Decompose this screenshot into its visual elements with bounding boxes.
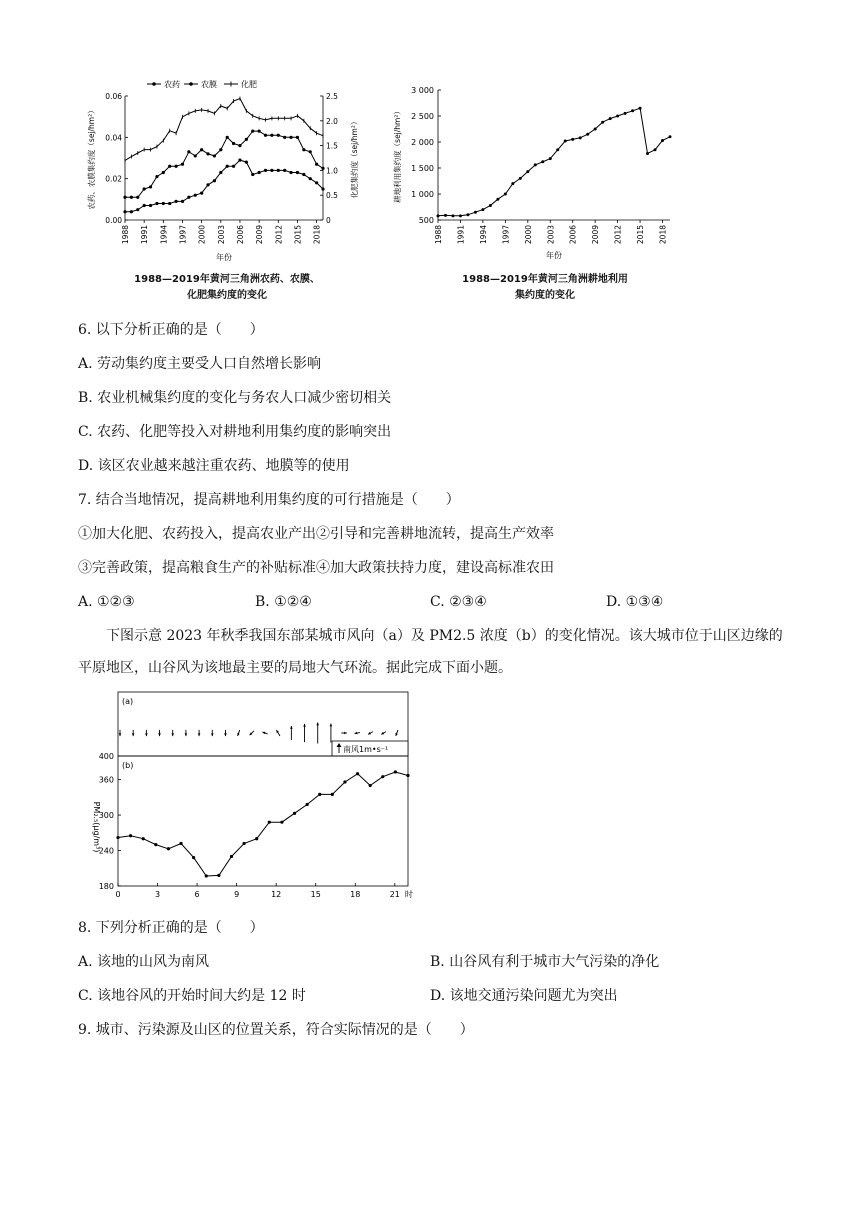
pm-series-point [230, 855, 233, 858]
series-0-point [143, 204, 146, 207]
pm-panel-frame [118, 756, 408, 886]
series-0-point [238, 158, 241, 161]
pm-series-point [129, 834, 132, 837]
series-1-point [245, 138, 248, 141]
series-point [451, 214, 454, 217]
series-1-point [187, 150, 190, 153]
y-axis-title: 耕地利用集约度（sej/hm²） [393, 107, 402, 203]
x-tick-label: 15 [310, 890, 321, 899]
series-point [511, 182, 514, 185]
chart-agri-inputs-caption-line2: 化肥集约度的变化 [187, 290, 267, 301]
x-tick-label: 0 [115, 890, 121, 899]
series-0-point [136, 208, 139, 211]
pm-series-point [318, 793, 321, 796]
wind-arrow-head [158, 733, 161, 736]
y-tick-label: 180 [98, 882, 114, 891]
y-tick-label: 240 [98, 846, 114, 856]
y-tick-label: 500 [418, 216, 434, 225]
x-tick-label: 2015 [293, 225, 303, 245]
wind-arrow-head [303, 724, 306, 727]
x-tick-label: 21 [389, 890, 400, 899]
x-tick-label: 2000 [523, 225, 533, 245]
q7-option-d[interactable]: D. ①③④ [606, 594, 664, 610]
series-point [549, 157, 552, 160]
series-1-point [296, 136, 299, 139]
q7-option-b[interactable]: B. ①②④ [255, 594, 312, 610]
series-0-point [194, 194, 197, 197]
legend-label-1: 农膜 [201, 80, 217, 89]
series-1-point [321, 167, 324, 170]
series-point [579, 136, 582, 139]
pm-series-point [331, 793, 334, 796]
series-point [496, 198, 499, 201]
pm-series-point [217, 874, 220, 877]
y-right-tick-label: 0.5 [326, 191, 338, 201]
series-1-point [264, 134, 267, 137]
pm-series-point [268, 821, 271, 824]
series-0-point [277, 169, 280, 172]
passage-text: 下图示意 2023 年秋季我国东部某城市风向（a）及 PM2.5 浓度（b）的变化情况。该大城市位于山区边缘的平原地区，山谷风为该地最主要的局地大气环流。据此完成下面小题。 [78, 628, 783, 676]
y-tick-label: 3 000 [411, 86, 434, 95]
series-0-point [187, 196, 190, 199]
chart-wind-pm25 [80, 690, 420, 904]
wind-arrow-head [198, 733, 201, 736]
pm-series-point [343, 780, 346, 783]
pm-series-point [192, 856, 195, 859]
pm-series-point [179, 842, 182, 845]
series-line [438, 108, 670, 216]
wind-arrow-head [330, 724, 333, 727]
y-right-tick-label: 2.5 [326, 92, 338, 101]
wind-arrow-head [344, 732, 347, 735]
series-1-point [232, 142, 235, 145]
pm-series-point [369, 784, 372, 787]
x-tick-label: 18 [350, 890, 361, 899]
q7-option-c[interactable]: C. ②③④ [430, 594, 487, 610]
pm-series-point [394, 770, 397, 773]
x-tick-label: 1988 [434, 225, 443, 245]
chart-land-intensity [390, 78, 680, 264]
series-1-point [258, 130, 261, 133]
series-point [444, 214, 447, 217]
series-1-point [200, 148, 203, 151]
series-0-point [123, 210, 126, 213]
wind-arrow-head [185, 733, 188, 736]
pm-series-point [306, 803, 309, 806]
x-tick-label: 1988 [121, 225, 130, 245]
series-0-point [162, 202, 165, 205]
wind-legend-label: 南风1m•s⁻¹ [343, 745, 389, 754]
y-tick-label: 1 500 [411, 164, 434, 173]
series-0-point [232, 165, 235, 168]
x-tick-label: 2003 [216, 225, 226, 245]
series-point [594, 128, 597, 131]
chart-land-intensity-caption-line2: 集约度的变化 [515, 290, 575, 301]
legend-marker-0 [152, 82, 156, 86]
x-tick-label: 2018 [312, 225, 322, 245]
series-1-point [168, 165, 171, 168]
series-1-point [283, 136, 286, 139]
x-tick-label: 1994 [159, 225, 169, 245]
wind-arrow-head [290, 726, 293, 729]
series-1-point [289, 136, 292, 139]
x-tick-label: 2012 [613, 225, 623, 245]
q6-option-b[interactable]: B. 农业机械集约度的变化与务农人口减少密切相关 [78, 390, 392, 406]
series-point [646, 152, 649, 155]
series-point [474, 211, 477, 214]
series-1-point [277, 134, 280, 137]
y-right-tick-label: 1.0 [326, 166, 338, 176]
wind-panel-label: (a) [122, 697, 134, 706]
x-tick-label: 2012 [274, 225, 284, 245]
x-tick-label: 1991 [140, 225, 150, 245]
x-tick-label: 2006 [235, 225, 245, 245]
wind-arrow-head [224, 733, 227, 736]
q7-statements-1: ①加大化肥、农药投入，提高农业产出②引导和完善耕地流转，提高生产效率 [78, 526, 554, 542]
pm-series-point [116, 836, 119, 839]
y-tick-label: 300 [98, 811, 114, 821]
series-0-point [181, 200, 184, 203]
series-0-point [321, 187, 324, 190]
x-tick-label: 2009 [591, 225, 601, 245]
series-point [571, 138, 574, 141]
series-1-point [130, 196, 133, 199]
y-axis-title: PM₂.₅(μg/m³) [92, 801, 101, 853]
series-1-point [123, 196, 126, 199]
q6-option-a[interactable]: A. 劳动集约度主要受人口自然增长影响 [78, 356, 322, 372]
series-point [564, 139, 567, 142]
wind-arrow-head [237, 733, 239, 736]
pm-series-line [118, 772, 408, 876]
q6-option-d[interactable]: D. 该区农业越来越注重农药、地膜等的使用 [78, 458, 350, 474]
wind-arrow-head [132, 733, 135, 736]
q8-option-d[interactable]: D. 该地交通污染问题尤为突出 [430, 988, 618, 1004]
pm-panel-label: (b) [122, 761, 134, 770]
legend-label-2: 化肥 [241, 80, 257, 89]
x-tick-label: 2018 [658, 225, 668, 245]
series-point [639, 107, 642, 110]
series-point [459, 214, 462, 217]
pm-series-point [280, 821, 283, 824]
x-tick-label: 9 [234, 890, 240, 899]
x-tick-label: 1997 [178, 225, 188, 245]
x-tick-label: 6 [194, 890, 200, 899]
series-1-point [155, 175, 158, 178]
pm-series-point [154, 843, 157, 846]
series-point [661, 139, 664, 142]
pm-series-point [142, 837, 145, 840]
x-tick-label: 2009 [255, 225, 265, 245]
series-0-point [251, 173, 254, 176]
y-tick-label: 400 [98, 752, 114, 761]
series-point [556, 148, 559, 151]
series-1-point [302, 148, 305, 151]
pm-series-point [406, 774, 409, 777]
series-0-point [226, 165, 229, 168]
x-tick-label: 1991 [456, 225, 466, 245]
x-tick-label: 12 [271, 890, 282, 899]
pm-series-point [242, 842, 245, 845]
y-left-tick-label: 0.02 [105, 174, 122, 184]
q8-option-b[interactable]: B. 山谷风有利于城市大气污染的净化 [430, 954, 660, 970]
series-0-point [309, 177, 312, 180]
series-point [541, 160, 544, 163]
series-line-1 [125, 131, 323, 197]
x-tick-label: 2003 [546, 225, 556, 245]
series-1-point [206, 152, 209, 155]
series-1-point [251, 130, 254, 133]
chart-land-intensity-caption-line1: 1988—2019年黄河三角洲耕地利用 [462, 274, 628, 285]
series-0-point [302, 173, 305, 176]
chart-agri-inputs [80, 72, 370, 264]
series-1-point [136, 196, 139, 199]
y-left-axis-title: 农药、农膜集约度（sej/hm²） [87, 106, 96, 210]
series-point [526, 170, 529, 173]
q7-stem: 7. 结合当地情况，提高耕地利用集约度的可行措施是（ ） [78, 492, 460, 508]
series-1-point [174, 165, 177, 168]
series-1-point [162, 171, 165, 174]
q8-option-c[interactable]: C. 该地谷风的开始时间大约是 12 时 [78, 988, 306, 1004]
series-0-point [219, 171, 222, 174]
y-tick-label: 2 500 [411, 112, 434, 121]
series-point [489, 204, 492, 207]
pm-series-point [255, 837, 258, 840]
wind-arrow-head [262, 732, 265, 735]
series-point [616, 115, 619, 118]
series-point [481, 208, 484, 211]
series-point [466, 213, 469, 216]
series-0-point [258, 171, 261, 174]
x-axis-unit: 时 [404, 890, 413, 899]
q8-option-a[interactable]: A. 该地的山风为南风 [78, 954, 210, 970]
x-tick-label: 2006 [568, 225, 578, 245]
pm-series-point [356, 772, 359, 775]
series-1-point [315, 163, 318, 166]
series-0-point [289, 171, 292, 174]
q6-stem: 6. 以下分析正确的是（ ） [78, 322, 264, 338]
series-1-point [219, 148, 222, 151]
series-0-point [149, 204, 152, 207]
q8-stem: 8. 下列分析正确的是（ ） [78, 920, 264, 936]
y-left-tick-label: 0.04 [105, 133, 122, 143]
q9-stem: 9. 城市、污染源及山区的位置关系，符合实际情况的是（ ） [78, 1022, 474, 1038]
wind-arrow-head [395, 733, 398, 736]
q7-statements-2: ③完善政策，提高粮食生产的补贴标准④加大政策扶持力度，建设高标准农田 [78, 560, 554, 576]
series-1-point [226, 136, 229, 139]
wind-arrow-head [171, 733, 174, 736]
y-tick-label: 1 000 [411, 190, 434, 199]
series-point [609, 117, 612, 120]
pm-series-point [205, 874, 208, 877]
series-1-point [181, 163, 184, 166]
series-1-point [213, 154, 216, 157]
series-0-point [264, 169, 267, 172]
pm-series-point [167, 847, 170, 850]
x-tick-label: 3 [154, 890, 161, 899]
series-point [534, 163, 537, 166]
series-1-point [309, 150, 312, 153]
x-axis-title: 年份 [546, 251, 562, 260]
series-0-point [155, 202, 158, 205]
wind-arrow-head [316, 723, 319, 726]
y-right-tick-label: 1.5 [326, 141, 338, 151]
series-point [519, 177, 522, 180]
y-tick-label: 360 [98, 775, 114, 785]
wind-arrow-head [211, 733, 214, 736]
series-1-point [194, 154, 197, 157]
series-point [624, 112, 627, 115]
x-tick-label: 1994 [478, 225, 488, 245]
series-0-point [315, 181, 318, 184]
legend-marker-1 [189, 82, 193, 86]
series-point [669, 135, 672, 138]
series-0-point [130, 210, 133, 213]
series-0-point [296, 171, 299, 174]
series-point [631, 109, 634, 112]
y-right-tick-label: 2.0 [326, 116, 338, 126]
series-0-point [213, 179, 216, 182]
series-0-point [206, 183, 209, 186]
pm-series-point [293, 812, 296, 815]
series-1-point [270, 134, 273, 137]
wind-arrow-head [119, 733, 122, 736]
series-0-point [283, 169, 286, 172]
y-right-tick-label: 0 [326, 216, 331, 225]
series-0-point [174, 200, 177, 203]
q6-option-c[interactable]: C. 农药、化肥等投入对耕地利用集约度的影响突出 [78, 424, 392, 440]
y-left-tick-label: 0.00 [105, 216, 122, 225]
pm-series-point [381, 775, 384, 778]
series-0-point [168, 202, 171, 205]
series-point [586, 133, 589, 136]
series-0-point [245, 161, 248, 164]
series-line-0 [125, 160, 323, 212]
series-point [601, 121, 604, 124]
series-line-2 [125, 99, 323, 161]
y-tick-label: 2 000 [411, 138, 434, 147]
series-0-point [270, 169, 273, 172]
x-tick-label: 1997 [501, 225, 511, 245]
series-point [654, 148, 657, 151]
series-1-point [238, 144, 241, 147]
q7-option-a[interactable]: A. ①②③ [78, 594, 135, 610]
chart-agri-inputs-caption-line1: 1988—2019年黄河三角洲农药、农膜、 [134, 274, 320, 285]
x-tick-label: 2015 [636, 225, 646, 245]
series-0-point [200, 192, 203, 195]
wind-arrow-head [145, 733, 148, 736]
x-tick-label: 2000 [197, 225, 207, 245]
x-axis-title: 年份 [216, 253, 232, 262]
legend-label-0: 农药 [164, 80, 180, 89]
series-1-point [143, 187, 146, 190]
series-point [504, 193, 507, 196]
y-left-tick-label: 0.06 [105, 92, 122, 101]
series-1-point [149, 185, 152, 188]
y-right-axis-title: 化肥集约度（sej/hm²） [350, 117, 359, 199]
series-point [437, 214, 440, 217]
